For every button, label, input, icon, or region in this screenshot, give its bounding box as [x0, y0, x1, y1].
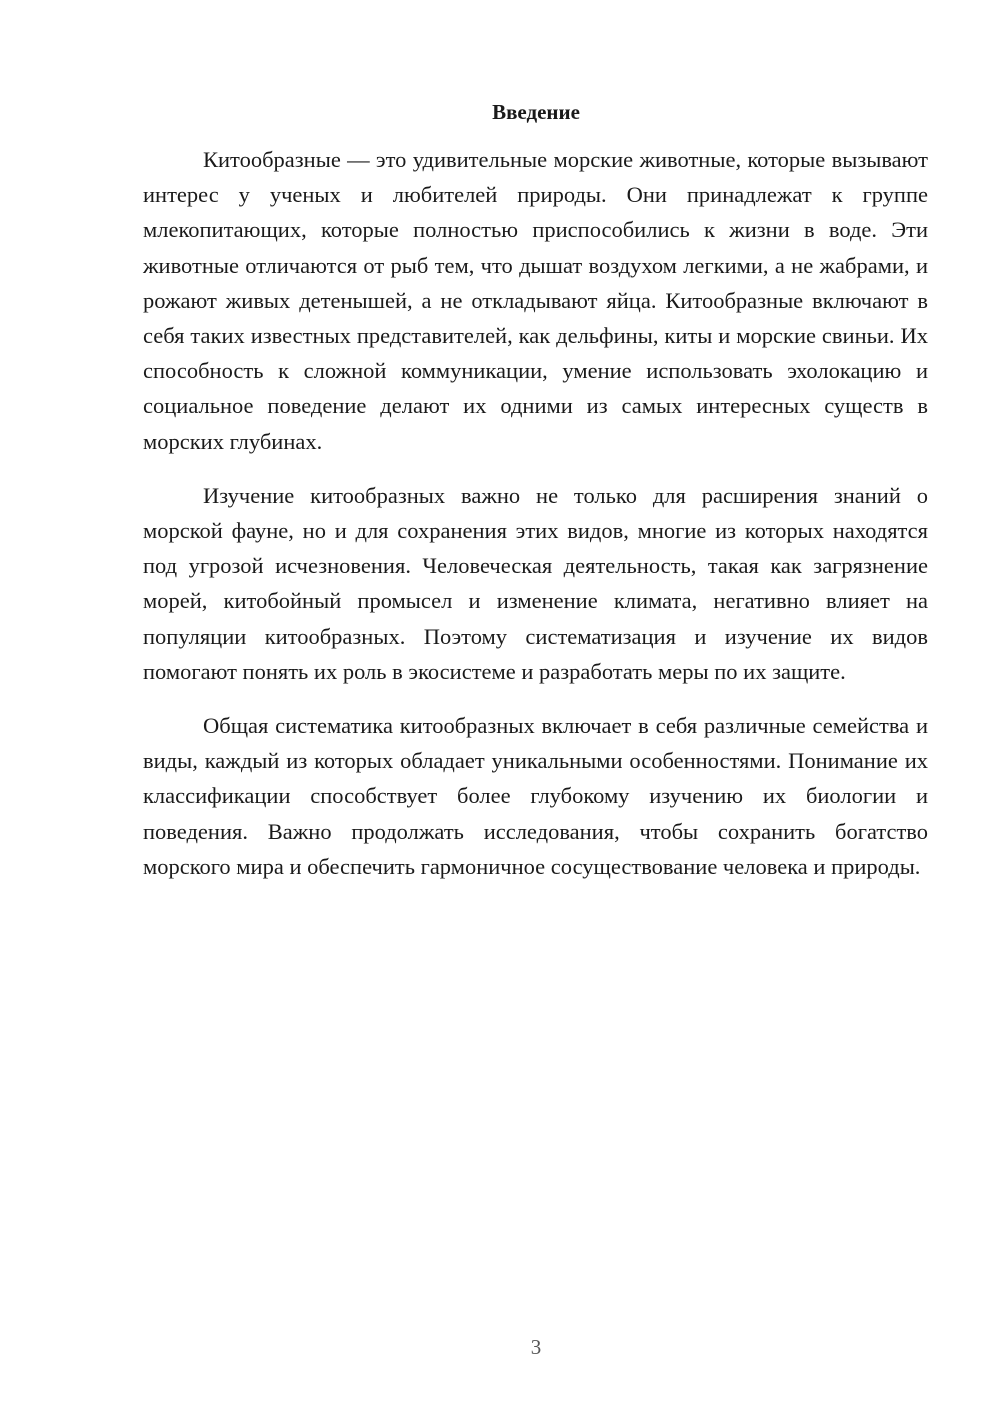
body-text [143, 142, 928, 903]
paragraph-3: Общая систематика китообразных включает в себя различные семейства и виды, каждый из которых обладает уникальными особенностями. Понимание их классификации способствует более глубокому изучению их биологии и поведения. Важно продолжать исследования, чтобы сохранить богатство морского мира и обеспечить гармоничное сосуществование человека и природы. [143, 713, 928, 879]
paragraph-1: Китообразные — это удивительные морские животные, которые вызывают интерес у ученых и любителей природы. Они принадлежат к группе млекопитающих, которые полностью приспособились к жизни в воде. Эти животные отличаются от рыб тем, что дышат воздухом легкими, а не жабрами, и рожают живых детенышей, а не откладывают яйца. Китообразные включают в себя таких известных представителей, как дельфины, киты и морские свиньи. Их способность к сложной коммуникации, умение использовать эхолокацию и социальное поведение делают их одними из самых интересных существ в морских глубинах. [143, 147, 928, 454]
paragraph-2: Изучение китообразных важно не только для расширения знаний о морской фауне, но и для сохранения этих видов, многие из которых находятся под угрозой исчезновения. Человеческая деятельность, такая как загрязнение морей, китобойный промысел и изменение климата, негативно влияет на популяции китообразных. Поэтому систематизация и изучение их видов помогают понять их роль в экосистеме и разработать меры по их защите. [143, 482, 928, 684]
section-title: Введение [492, 100, 580, 124]
page-number: 3 [530, 1335, 542, 1359]
